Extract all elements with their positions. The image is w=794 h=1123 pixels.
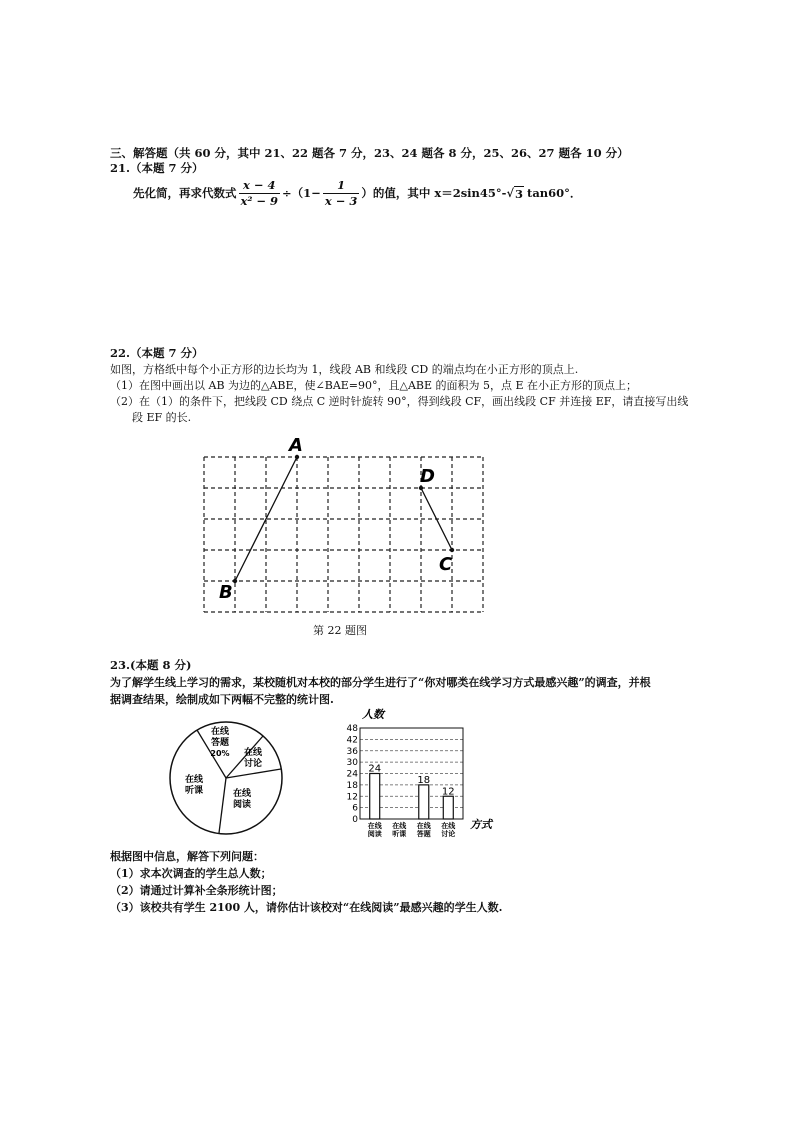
bar-chart-ylabel: 人数: [362, 708, 384, 721]
q21-frac1-den: x² − 9: [240, 193, 279, 208]
point-c: [450, 548, 454, 552]
label-c: C: [439, 554, 453, 575]
pie-label-answer-2: 答题: [210, 738, 230, 748]
x-tick-label: 讨论: [441, 830, 456, 838]
dashed-grid: [204, 457, 483, 612]
q23-question-1: （1）求本次调查的学生总人数；: [110, 867, 272, 880]
q22-grid-figure: [190, 430, 500, 615]
q21-fraction-1: [239, 178, 281, 209]
q23-question-3: （3）该校共有学生 2100 人，请你估计该校对“在线阅读”最感兴趣的学生人数.: [110, 901, 503, 914]
q21-prefix: 先化简，再求代数式: [133, 186, 237, 200]
bar: [419, 785, 429, 819]
q23-intro-1: 为了解学生线上学习的需求，某校随机对本校的部分学生进行了“你对哪类在线学习方式最感兴趣”的调查，并根: [110, 676, 651, 689]
y-tick-label: 0: [352, 815, 358, 825]
y-tick-label: 12: [346, 792, 358, 803]
y-tick-label: 6: [352, 803, 358, 814]
bar-value-label: 24: [368, 763, 382, 775]
x-tick-label: 听课: [392, 830, 407, 838]
y-tick-label: 30: [346, 758, 358, 769]
q23-question-2: （2）请通过计算补全条形统计图；: [110, 884, 283, 897]
pie-label-discuss-1: 在线: [243, 748, 263, 758]
pie-divider-4: [219, 778, 226, 833]
segment-cd: [421, 488, 452, 550]
label-a: A: [289, 435, 303, 456]
q22-header: 22.（本题 7 分）: [110, 346, 204, 360]
q21-header: 21.（本题 7 分）: [110, 161, 204, 175]
q21-frac2-num: 1: [323, 178, 360, 194]
label-b: B: [219, 582, 233, 603]
q22-intro: 如图，方格纸中每个小正方形的边长均为 1，线段 AB 和线段 CD 的端点均在小正方形的顶点上.: [110, 363, 579, 376]
x-tick-label: 在线: [441, 822, 456, 830]
q22-caption: 第 22 题图: [313, 624, 367, 637]
pie-label-answer-pct: 20%: [210, 749, 230, 758]
x-tick-label: 答题: [416, 830, 431, 838]
q22-part1: （1）在图中画出以 AB 为边的△ABE，使∠BAE=90°，且△ABE 的面积为 5，点 E 在小正方形的顶点上；: [110, 379, 638, 392]
q21-suffix: tan60°．: [527, 186, 582, 200]
q22-part2a: （2）在（1）的条件下，把线段 CD 绕点 C 逆时针旋转 90°，得到线段 CF，画出线段 CF 并连接 EF，请直接写出线: [110, 395, 689, 408]
y-tick-label: 36: [346, 746, 358, 757]
q21-sqrt-value: 3: [515, 186, 524, 201]
x-tick-label: 在线: [392, 822, 407, 830]
pie-label-listen-1: 在线: [184, 775, 204, 785]
q23-header: 23.(本题 8 分): [110, 658, 192, 672]
q23-intro-2: 据调查结果，绘制成如下两幅不完整的统计图.: [110, 693, 334, 706]
point-b: [233, 579, 237, 583]
bar: [443, 796, 453, 819]
y-tick-label: 18: [346, 780, 358, 791]
y-tick-label: 48: [346, 724, 358, 734]
x-tick-label: 阅读: [367, 830, 382, 838]
q21-fraction-2: [323, 178, 360, 209]
section-header: 三、解答题（共 60 分，其中 21、22 题各 7 分，23、24 题各 8 分，25、26、27 题各 10 分）: [110, 146, 629, 160]
pie-chart: [160, 720, 300, 840]
q21-frac2-den: x − 3: [324, 193, 358, 208]
sqrt-symbol: √: [506, 186, 514, 200]
q21-div: ÷（1−: [282, 186, 321, 200]
bar-chart: [330, 704, 505, 842]
bar: [370, 774, 380, 820]
y-tick-label: 24: [346, 769, 358, 780]
pie-label-discuss-2: 讨论: [243, 759, 263, 769]
q22-part2b: 段 EF 的长.: [132, 411, 192, 424]
q21-frac1-num: x − 4: [239, 178, 281, 194]
label-d: D: [420, 466, 435, 487]
bar-chart-xlabel: 方式: [470, 818, 492, 831]
pie-divider-3: [226, 769, 281, 778]
pie-label-answer-1: 在线: [210, 727, 230, 737]
pie-label-listen-2: 听课: [184, 786, 204, 796]
bar-value-label: 18: [417, 774, 431, 786]
bar-value-label: 12: [441, 786, 455, 798]
q21-expression: [133, 175, 581, 211]
pie-label-read-2: 阅读: [232, 800, 252, 810]
y-tick-label: 42: [346, 735, 358, 746]
q23-questions-intro: 根据图中信息，解答下列问题：: [110, 850, 264, 863]
pie-label-read-1: 在线: [232, 789, 252, 799]
x-tick-label: 在线: [367, 822, 382, 830]
q21-mid: ）的值，其中 x＝2sin45°-: [361, 186, 507, 200]
x-tick-label: 在线: [416, 822, 431, 830]
